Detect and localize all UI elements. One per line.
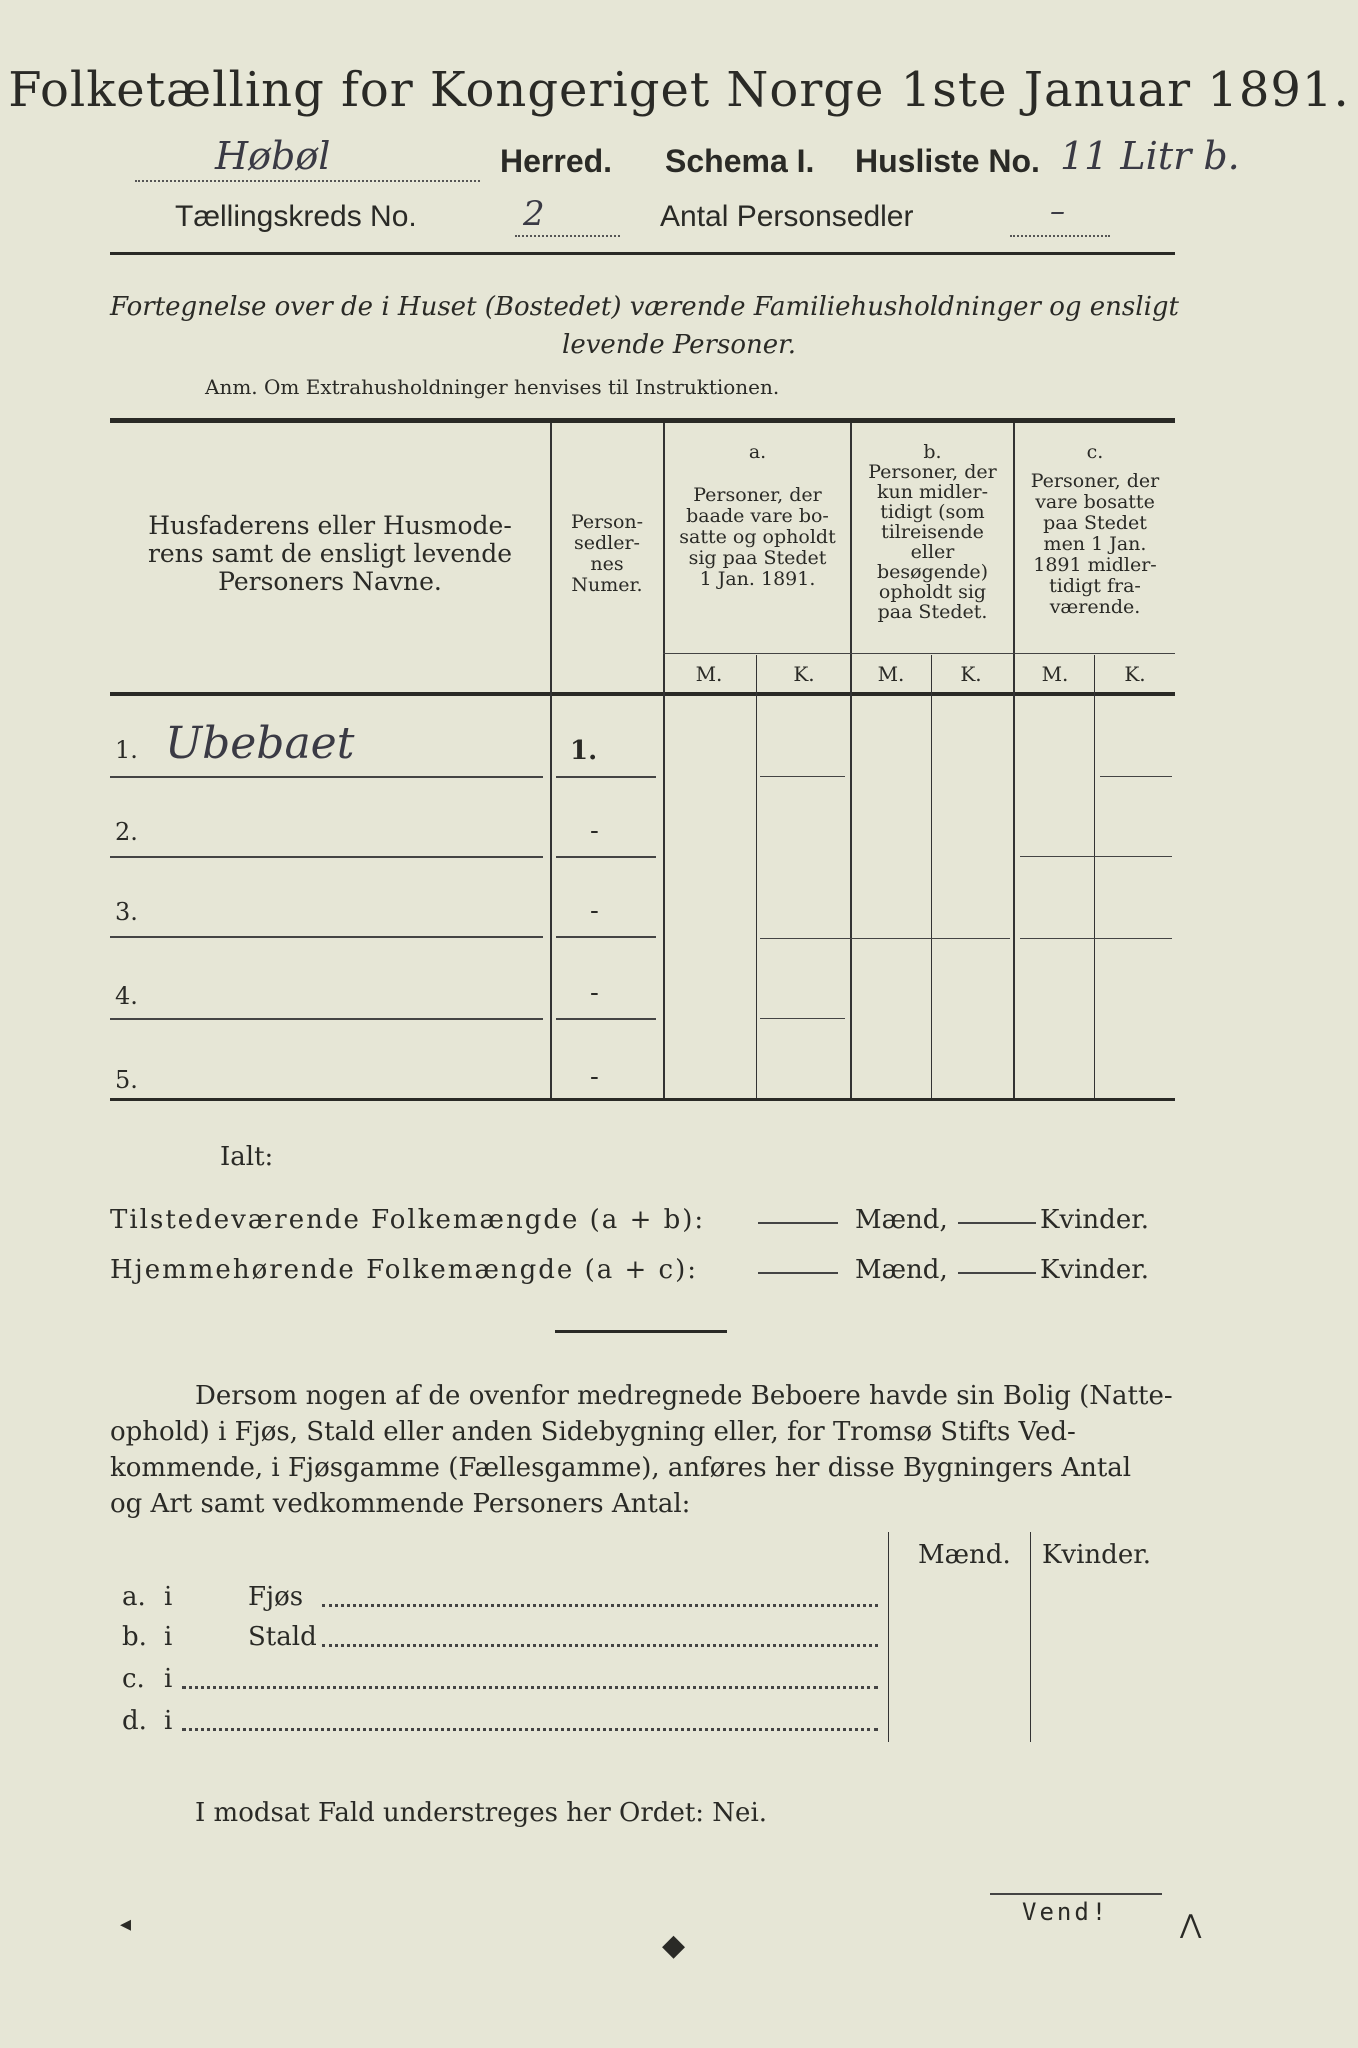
row-line (1020, 938, 1172, 939)
row-name[interactable]: Ubebaet (165, 718, 355, 769)
para-line-2: ophold) i Fjøs, Stald eller anden Sidebygning eller, for Tromsø Stifts Ved- (110, 1417, 1076, 1447)
col-b-m-label: M. (877, 662, 905, 686)
col-c-k-label: K. (1124, 662, 1146, 686)
row-number: 3. (115, 898, 138, 926)
col-a-header (665, 442, 850, 590)
ob-dots (322, 1644, 878, 1647)
kreds-value: 2 (523, 194, 545, 234)
schema-label: Schema I. (665, 143, 815, 179)
ob-letter: d. (122, 1706, 147, 1736)
row-number: 1. (115, 736, 138, 764)
ob-i: i (164, 1664, 173, 1694)
form-title: Folketælling for Kongeriget Norge 1ste Januar 1891. (8, 62, 1350, 118)
table-row[interactable] (110, 860, 1175, 940)
col-name-line-3: Personers Navne. (218, 567, 442, 596)
tilstede-label: Tilstedeværende Folkemængde (a + b): (110, 1205, 706, 1235)
kreds-field[interactable] (515, 194, 620, 237)
hjemme-kvinder-field[interactable] (958, 1272, 1036, 1274)
ob-item[interactable] (122, 1664, 878, 1700)
row-line (556, 936, 656, 938)
col-name-line-1: Husfaderens eller Husmode- (148, 511, 512, 540)
row-line (556, 856, 656, 858)
row-line (1100, 776, 1172, 777)
col-c-line-7: værende. (1049, 596, 1141, 618)
ob-item[interactable] (122, 1706, 878, 1742)
ob-letter: a. (122, 1582, 146, 1612)
col-b-line-3: tidigt (som (880, 501, 985, 523)
col-b-letter: b. (923, 441, 942, 463)
para-line-4: og Art samt vedkommende Personers Antal: (110, 1489, 691, 1519)
col-a-line-4: sig paa Stedet (688, 547, 827, 569)
ob-col-maend: Mænd. (918, 1540, 1011, 1570)
row-numer: 1. (570, 736, 598, 766)
col-a-k-label: K. (793, 662, 815, 686)
ob-item[interactable] (122, 1622, 878, 1658)
herred-field[interactable] (135, 134, 480, 182)
col-c-letter: c. (1086, 441, 1104, 463)
col-c-line-4: men 1 Jan. (1043, 533, 1147, 555)
ob-vline-2 (1030, 1532, 1031, 1742)
col-a-line-2: baade vare bo- (686, 505, 829, 527)
table-top-rule (110, 418, 1175, 423)
row-line (1020, 856, 1172, 857)
tilstede-maend-label: Mænd, (855, 1205, 948, 1235)
row-line (110, 856, 543, 858)
antal-value: – (1050, 194, 1065, 229)
intro-line-1: Fortegnelse over de i Huset (Bostedet) værende Familiehusholdninger og ensligt (110, 292, 1179, 322)
row-line (556, 776, 656, 778)
col-b-line-4: tilreisende (881, 521, 984, 543)
tilstede-kvinder-field[interactable] (958, 1222, 1036, 1224)
tilstede-kvinder-label: Kvinder. (1040, 1205, 1150, 1235)
herred-value: Høbøl (215, 134, 331, 178)
col-b-header (852, 442, 1013, 622)
table-bottom-rule (110, 1098, 1175, 1101)
ob-label: Fjøs (248, 1582, 304, 1612)
hjemme-kvinder-label: Kvinder. (1040, 1255, 1150, 1285)
kreds-label: Tællingskreds No. (175, 200, 417, 233)
col-num-line-3: nes (590, 553, 624, 575)
herred-label: Herred. (500, 143, 613, 179)
row-numer: - (590, 816, 599, 846)
mk-divider (663, 653, 1175, 654)
col-a-line-3: satte og opholdt (679, 526, 836, 548)
ob-i: i (164, 1706, 173, 1736)
table-row[interactable] (110, 940, 1175, 1020)
ob-vline-1 (888, 1532, 889, 1742)
col-num-line-1: Person- (570, 511, 644, 533)
table-row[interactable] (110, 780, 1175, 860)
vend-rule (990, 1893, 1162, 1895)
outbuildings-paragraph (110, 1378, 1175, 1522)
table-row[interactable] (110, 1020, 1175, 1098)
ob-i: i (164, 1622, 173, 1652)
row-numer: - (590, 896, 599, 926)
row-numer: - (590, 1062, 599, 1092)
col-c-line-6: tidigt fra- (1049, 575, 1141, 597)
footer-note: I modsat Fald understreges her Ordet: Nei. (195, 1798, 768, 1828)
row-numer: - (590, 978, 599, 1008)
col-b-line-1: Personer, der (868, 461, 997, 483)
hjemme-maend-field[interactable] (758, 1272, 838, 1274)
col-c-header (1015, 442, 1175, 618)
ob-label: Stald (248, 1622, 317, 1652)
corner-mark-left-icon: ◂ (120, 1912, 132, 1937)
row-line (760, 938, 1010, 939)
col-a-letter: a. (748, 441, 767, 463)
husliste-label: Husliste No. (855, 143, 1040, 179)
col-name-header (125, 512, 535, 596)
ob-dots (182, 1686, 878, 1689)
row-line (110, 936, 543, 938)
para-line-1: Dersom nogen af de ovenfor medregnede Beboere havde sin Bolig (Natte- (195, 1381, 1173, 1411)
ob-dots (182, 1728, 878, 1731)
col-b-k-label: K. (960, 662, 982, 686)
corner-mark-center-icon: ◆ (662, 1928, 686, 1963)
table-row[interactable] (110, 700, 1175, 780)
row-line (110, 776, 543, 778)
tilstede-maend-field[interactable] (758, 1222, 838, 1224)
row-number: 2. (115, 818, 138, 846)
col-a-line-1: Personer, der (693, 484, 822, 506)
col-c-line-5: 1891 midler- (1033, 554, 1157, 576)
col-c-line-2: vare bosatte (1035, 491, 1155, 513)
row-line (760, 776, 845, 777)
ob-col-kvinder: Kvinder. (1042, 1540, 1152, 1570)
hjemme-maend-label: Mænd, (855, 1255, 948, 1285)
col-b-line-6: besøgende) (876, 561, 989, 583)
ob-i: i (164, 1582, 173, 1612)
row-line (556, 1018, 656, 1020)
table-header-rule (110, 692, 1175, 696)
row-number: 4. (115, 982, 138, 1010)
intro-line-2: levende Personer. (562, 330, 796, 360)
col-a-line-5: 1 Jan. 1891. (699, 568, 816, 590)
ob-letter: b. (122, 1622, 147, 1652)
anm-note: Anm. Om Extrahusholdninger henvises til Instruktionen. (205, 375, 780, 399)
ob-letter: c. (122, 1664, 145, 1694)
ob-dots (322, 1604, 878, 1607)
para-line-3: kommende, i Fjøsgamme (Fællesgamme), anføres her disse Bygningers Antal (110, 1453, 1132, 1483)
corner-mark-right-icon: ⋀ (1180, 1910, 1202, 1940)
col-num-line-2: sedler- (574, 532, 640, 554)
husliste-value[interactable]: 11 Litr b. (1060, 134, 1240, 178)
ialt-label: Ialt: (220, 1142, 274, 1172)
section-divider (555, 1330, 727, 1333)
row-number: 5. (115, 1066, 138, 1094)
col-b-line-2: kun midler- (876, 481, 989, 503)
header-rule (110, 252, 1175, 255)
col-c-m-label: M. (1041, 662, 1069, 686)
col-c-line-1: Personer, der (1030, 470, 1160, 492)
col-b-line-5: eller (910, 541, 955, 563)
antal-label: Antal Personsedler (660, 200, 914, 233)
col-b-line-7: opholdt sig (878, 581, 987, 603)
ob-item[interactable] (122, 1582, 878, 1618)
vend-label: Vend! (1022, 1898, 1110, 1926)
col-name-line-2: rens samt de ensligt levende (147, 539, 513, 568)
row-line (110, 1018, 543, 1020)
col-a-m-label: M. (695, 662, 723, 686)
col-num-line-4: Numer. (571, 574, 643, 596)
col-b-line-8: paa Stedet. (877, 601, 988, 623)
antal-field[interactable] (1010, 194, 1110, 237)
hjemme-label: Hjemmehørende Folkemængde (a + c): (110, 1255, 698, 1285)
row-line (760, 1018, 845, 1019)
col-num-header (552, 512, 662, 596)
col-c-line-3: paa Stedet (1043, 512, 1147, 534)
